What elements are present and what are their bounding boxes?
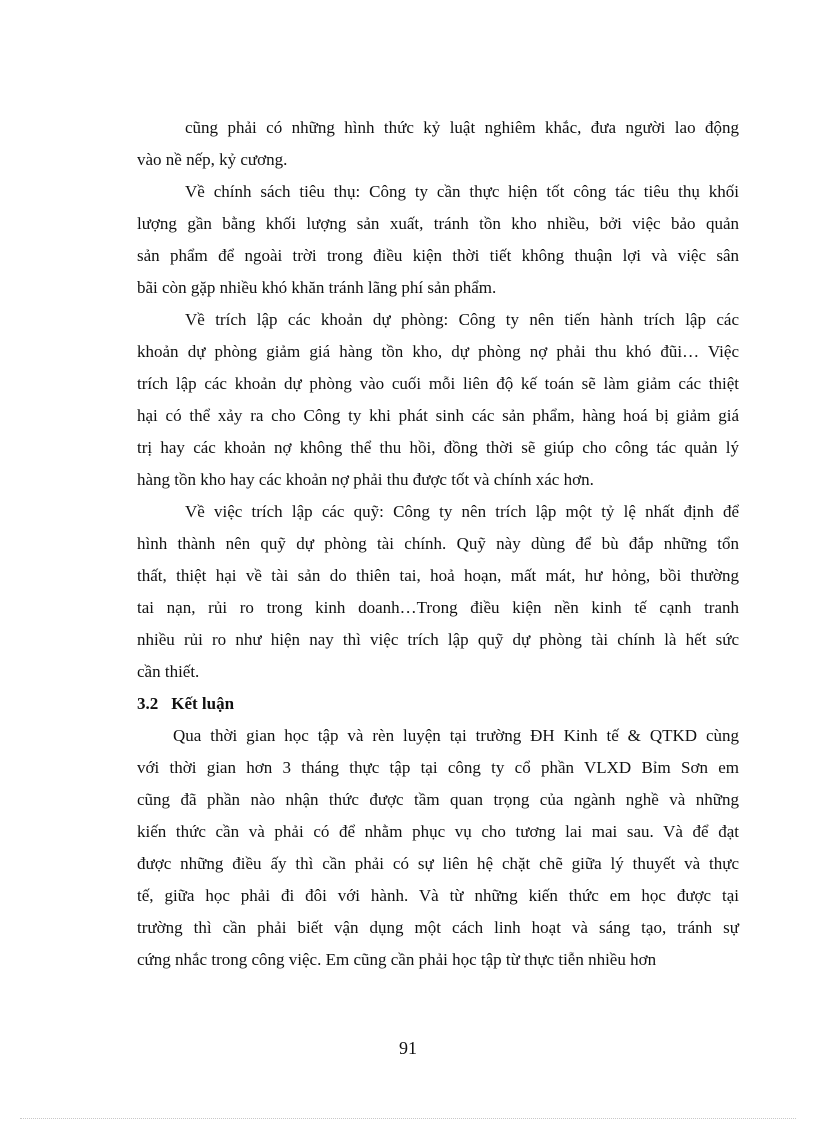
text-line: nhiều rủi ro như hiện nay thì việc trích lập quỹ dự phòng tài chính là hết sức (137, 630, 739, 649)
text-line: cũng đã phần nào nhận thức được tầm quan trọng của ngành nghề và những (137, 790, 739, 809)
text-line: Qua thời gian học tập và rèn luyện tại trường ĐH Kinh tế & QTKD cùng (173, 726, 739, 745)
text-line: với thời gian hơn 3 tháng thực tập tại công ty cổ phần VLXD Bỉm Sơn em (137, 758, 739, 777)
text-line: trích lập các khoản dự phòng vào cuối mỗi liên độ kế toán sẽ làm giảm các thiệt (137, 374, 739, 393)
text-line: được những điều ấy thì cần phải có sự liên hệ chặt chẽ giữa lý thuyết và thực (137, 854, 739, 873)
text-line: tai nạn, rủi ro trong kinh doanh…Trong điều kiện nền kinh tế cạnh tranh (137, 598, 739, 617)
section-heading (137, 688, 739, 720)
text-line: cũng phải có những hình thức kỷ luật nghiêm khắc, đưa người lao động (185, 118, 739, 137)
page-content (137, 112, 739, 976)
text-line: bãi còn gặp nhiều khó khăn tránh lãng phí sản phẩm. (137, 278, 497, 297)
text-line: hàng tồn kho hay các khoản nợ phải thu được tốt và chính xác hơn. (137, 470, 594, 489)
text-line: lượng gần bằng khối lượng sản xuất, tránh tồn kho nhiều, bởi việc bảo quản (137, 214, 739, 233)
text-line: hình thành nên quỹ dự phòng tài chính. Quỹ này dùng để bù đắp những tổn (137, 534, 739, 553)
text-line: trị hay các khoản nợ không thể thu hồi, đồng thời sẽ giúp cho công tác quản lý (137, 438, 739, 457)
text-line: vào nề nếp, kỷ cương. (137, 150, 288, 169)
page-bottom-divider (20, 1118, 796, 1119)
section-number: 3.2 (137, 694, 159, 713)
text-line: kiến thức cần và phải có để nhằm phục vụ cho tương lai mai sau. Và để đạt (137, 822, 739, 841)
text-line: cần thiết. (137, 662, 200, 681)
page-number: 91 (399, 1038, 417, 1058)
text-line: cứng nhắc trong công việc. Em cũng cần phải học tập từ thực tiễn nhiều hơn (137, 950, 657, 969)
section-title: Kết luận (171, 694, 235, 713)
text-line: hại có thể xảy ra cho Công ty khi phát sinh các sản phẩm, hàng hoá bị giảm giá (137, 406, 739, 425)
text-line: trường thì cần phải biết vận dụng một cách linh hoạt và sáng tạo, tránh sự (137, 918, 739, 937)
text-line: tế, giữa học phải đi đôi với hành. Và từ những kiến thức em học được tại (137, 886, 739, 905)
text-line: khoản dự phòng giảm giá hàng tồn kho, dự phòng nợ phải thu khó đũi… Việc (137, 342, 739, 361)
text-line: Về trích lập các khoản dự phòng: Công ty nên tiến hành trích lập các (185, 310, 739, 329)
conclusion-section (137, 720, 739, 976)
text-line: thất, thiệt hại về tài sản do thiên tai, hoả hoạn, mất mát, hư hỏng, bồi thường (137, 566, 739, 585)
recommendations-section (137, 112, 739, 688)
text-line: Về chính sách tiêu thụ: Công ty cần thực hiện tốt công tác tiêu thụ khối (185, 182, 739, 201)
text-line: sản phẩm để ngoài trời trong điều kiện thời tiết không thuận lợi và việc sân (137, 246, 739, 265)
text-line: Về việc trích lập các quỹ: Công ty nên trích lập một tỷ lệ nhất định để (185, 502, 739, 521)
